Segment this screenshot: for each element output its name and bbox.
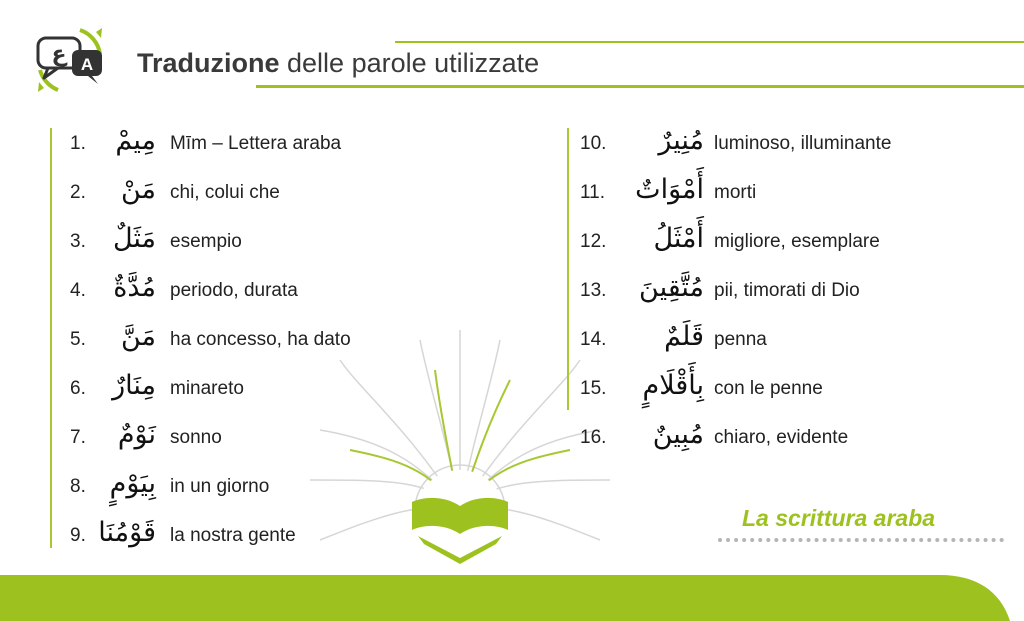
- page-title: [137, 48, 539, 79]
- list-item: [0, 517, 296, 557]
- italian-translation: minareto: [170, 378, 244, 399]
- logo-arabic-letter: ع: [51, 42, 67, 67]
- italian-translation: pii, timorati di Dio: [714, 280, 860, 301]
- item-number: 16.: [580, 427, 607, 448]
- italian-translation: Mīm – Lettera araba: [170, 133, 342, 154]
- italian-translation: sonno: [170, 427, 222, 448]
- item-number: 14.: [580, 329, 607, 350]
- arabic-word: مِنَارٌ: [112, 370, 156, 401]
- arabic-word: مُتَّقِينَ: [639, 272, 704, 303]
- item-number: 15.: [580, 378, 607, 399]
- arabic-word: مِيمْ: [115, 125, 156, 156]
- arabic-word: قَلَمٌ: [664, 321, 704, 352]
- item-number: 6.: [70, 378, 86, 399]
- left-column-line: [50, 128, 52, 548]
- title-underline: [256, 85, 1024, 88]
- header-top-line: [395, 41, 1024, 43]
- item-number: 1.: [70, 133, 86, 154]
- item-number: 8.: [70, 476, 86, 497]
- italian-translation: ha concesso, ha dato: [170, 329, 351, 350]
- list-item: [0, 468, 270, 508]
- tree-illustration: [300, 330, 620, 590]
- italian-translation: penna: [714, 329, 767, 350]
- italian-translation: morti: [714, 182, 757, 203]
- item-number: 7.: [70, 427, 86, 448]
- italian-translation: in un giorno: [170, 476, 270, 497]
- title-rest: delle parole utilizzate: [279, 48, 540, 78]
- arabic-word: أَمْثَلُ: [653, 223, 704, 254]
- bottom-band: [0, 575, 1024, 621]
- item-number: 13.: [580, 280, 607, 301]
- italian-translation: chiaro, evidente: [714, 427, 849, 448]
- arabic-word: مَثَلٌ: [112, 223, 156, 254]
- dotted-divider: [718, 538, 1004, 542]
- italian-translation: periodo, durata: [170, 280, 298, 301]
- arabic-word: مَنَّ: [120, 321, 156, 352]
- arabic-word: بِيَوْمٍ: [109, 468, 156, 499]
- italian-translation: migliore, esemplare: [714, 231, 880, 252]
- logo-latin-letter: A: [80, 55, 94, 74]
- right-column-line: [567, 128, 569, 410]
- italian-translation: luminoso, illuminante: [714, 133, 892, 154]
- arabic-word: مُبِينٌ: [652, 419, 704, 450]
- arabic-word: مُدَّةٌ: [113, 272, 156, 303]
- arabic-word: مَنْ: [120, 174, 156, 205]
- italian-translation: la nostra gente: [170, 525, 296, 546]
- item-number: 9.: [70, 525, 86, 546]
- translate-icon: [30, 24, 110, 96]
- arabic-word: نَوْمٌ: [117, 419, 156, 450]
- italian-translation: esempio: [170, 231, 242, 252]
- title-bold: Traduzione: [137, 48, 280, 78]
- arabic-word: مُنِيرٌ: [658, 125, 704, 156]
- item-number: 5.: [70, 329, 86, 350]
- arabic-word: أَمْوَاتٌ: [635, 174, 704, 205]
- item-number: 11.: [580, 182, 606, 203]
- item-number: 4.: [70, 280, 86, 301]
- item-number: 3.: [70, 231, 86, 252]
- section-subtitle: La scrittura araba: [742, 505, 936, 531]
- arabic-word: بِأَقْلَامٍ: [642, 370, 704, 401]
- italian-translation: con le penne: [714, 378, 823, 399]
- item-number: 12.: [580, 231, 607, 252]
- arabic-word: قَوْمُنَا: [98, 517, 156, 548]
- italian-translation: chi, colui che: [170, 182, 280, 203]
- item-number: 2.: [70, 182, 86, 203]
- item-number: 10.: [580, 133, 607, 154]
